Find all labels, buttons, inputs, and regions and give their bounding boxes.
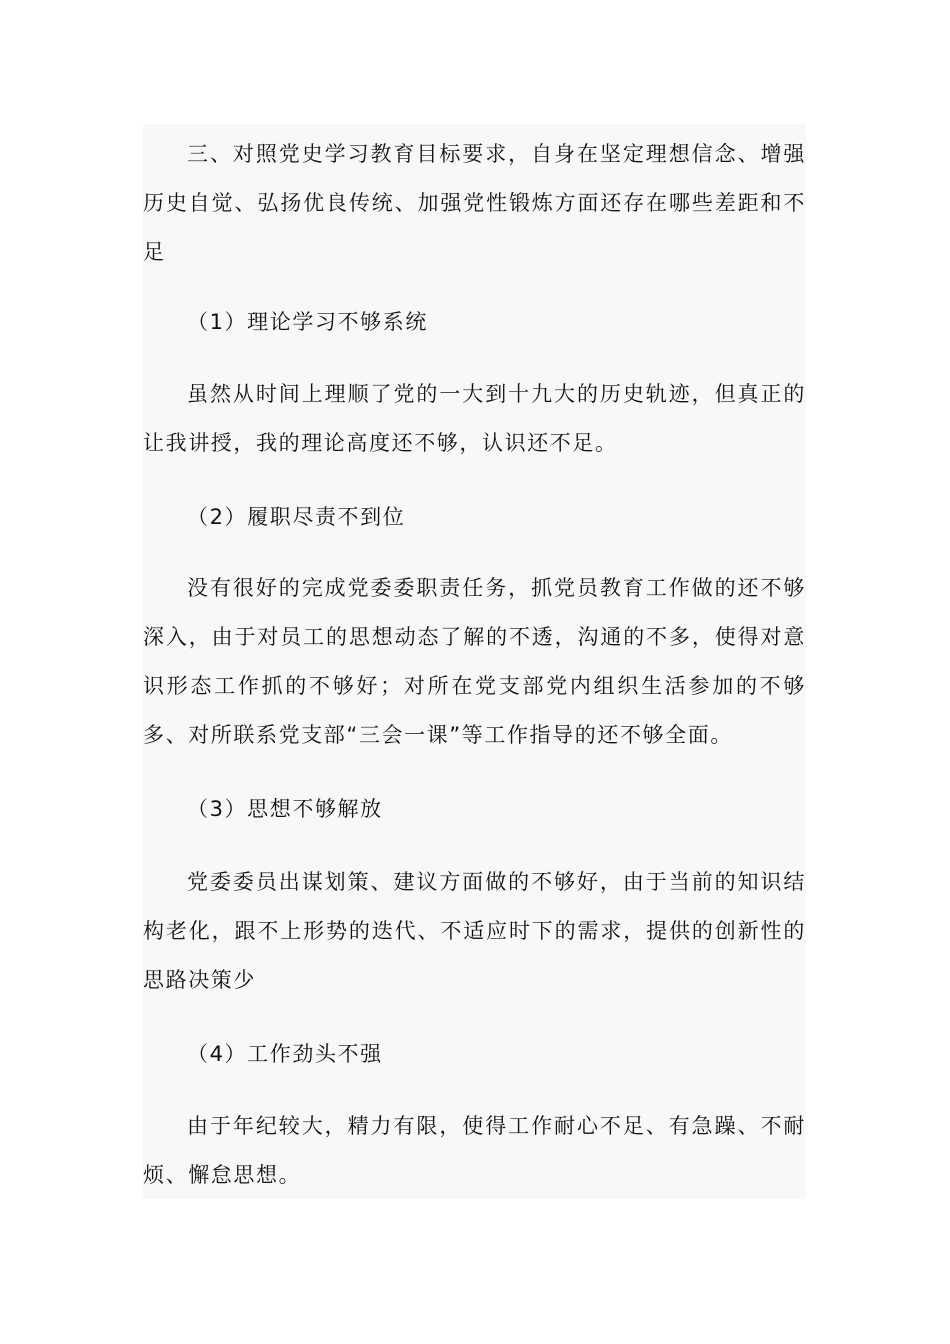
- item-2-heading: （2）履职尽责不到位: [187, 505, 406, 529]
- item-2-body: 没有很好的完成党委委职责任务，抓党员教育工作做的还不够深入，由于对员工的思想动态了解的不透，沟通的不多，使得对意识形态工作抓的不够好；对所在党支部党内组织生活参加的不够多、对所联系党支部“三会一课”等工作指导的还不够全面。: [143, 576, 806, 747]
- item-1-heading: （1）理论学习不够系统: [187, 310, 428, 334]
- document-text-block: [143, 124, 806, 1199]
- item-3-heading: （3）思想不够解放: [187, 797, 383, 821]
- item-3-body: 党委委员出谋划策、建议方面做的不够好，由于当前的知识结构老化，跟不上形势的迭代、不适应时下的需求，提供的创新性的思路决策少: [143, 870, 806, 992]
- item-1-body: 虽然从时间上理顺了党的一大到十九大的历史轨迹，但真正的让我讲授，我的理论高度还不够，认识还不足。: [143, 382, 806, 455]
- item-4-heading: （4）工作劲头不强: [187, 1042, 383, 1066]
- item-4-body: 由于年纪较大，精力有限，使得工作耐心不足、有急躁、不耐烦、懈怠思想。: [143, 1114, 806, 1187]
- section-title: 三、对照党史学习教育目标要求，自身在坚定理想信念、增强历史自觉、弘扬优良传统、加强党性锻炼方面还存在哪些差距和不足: [143, 142, 806, 264]
